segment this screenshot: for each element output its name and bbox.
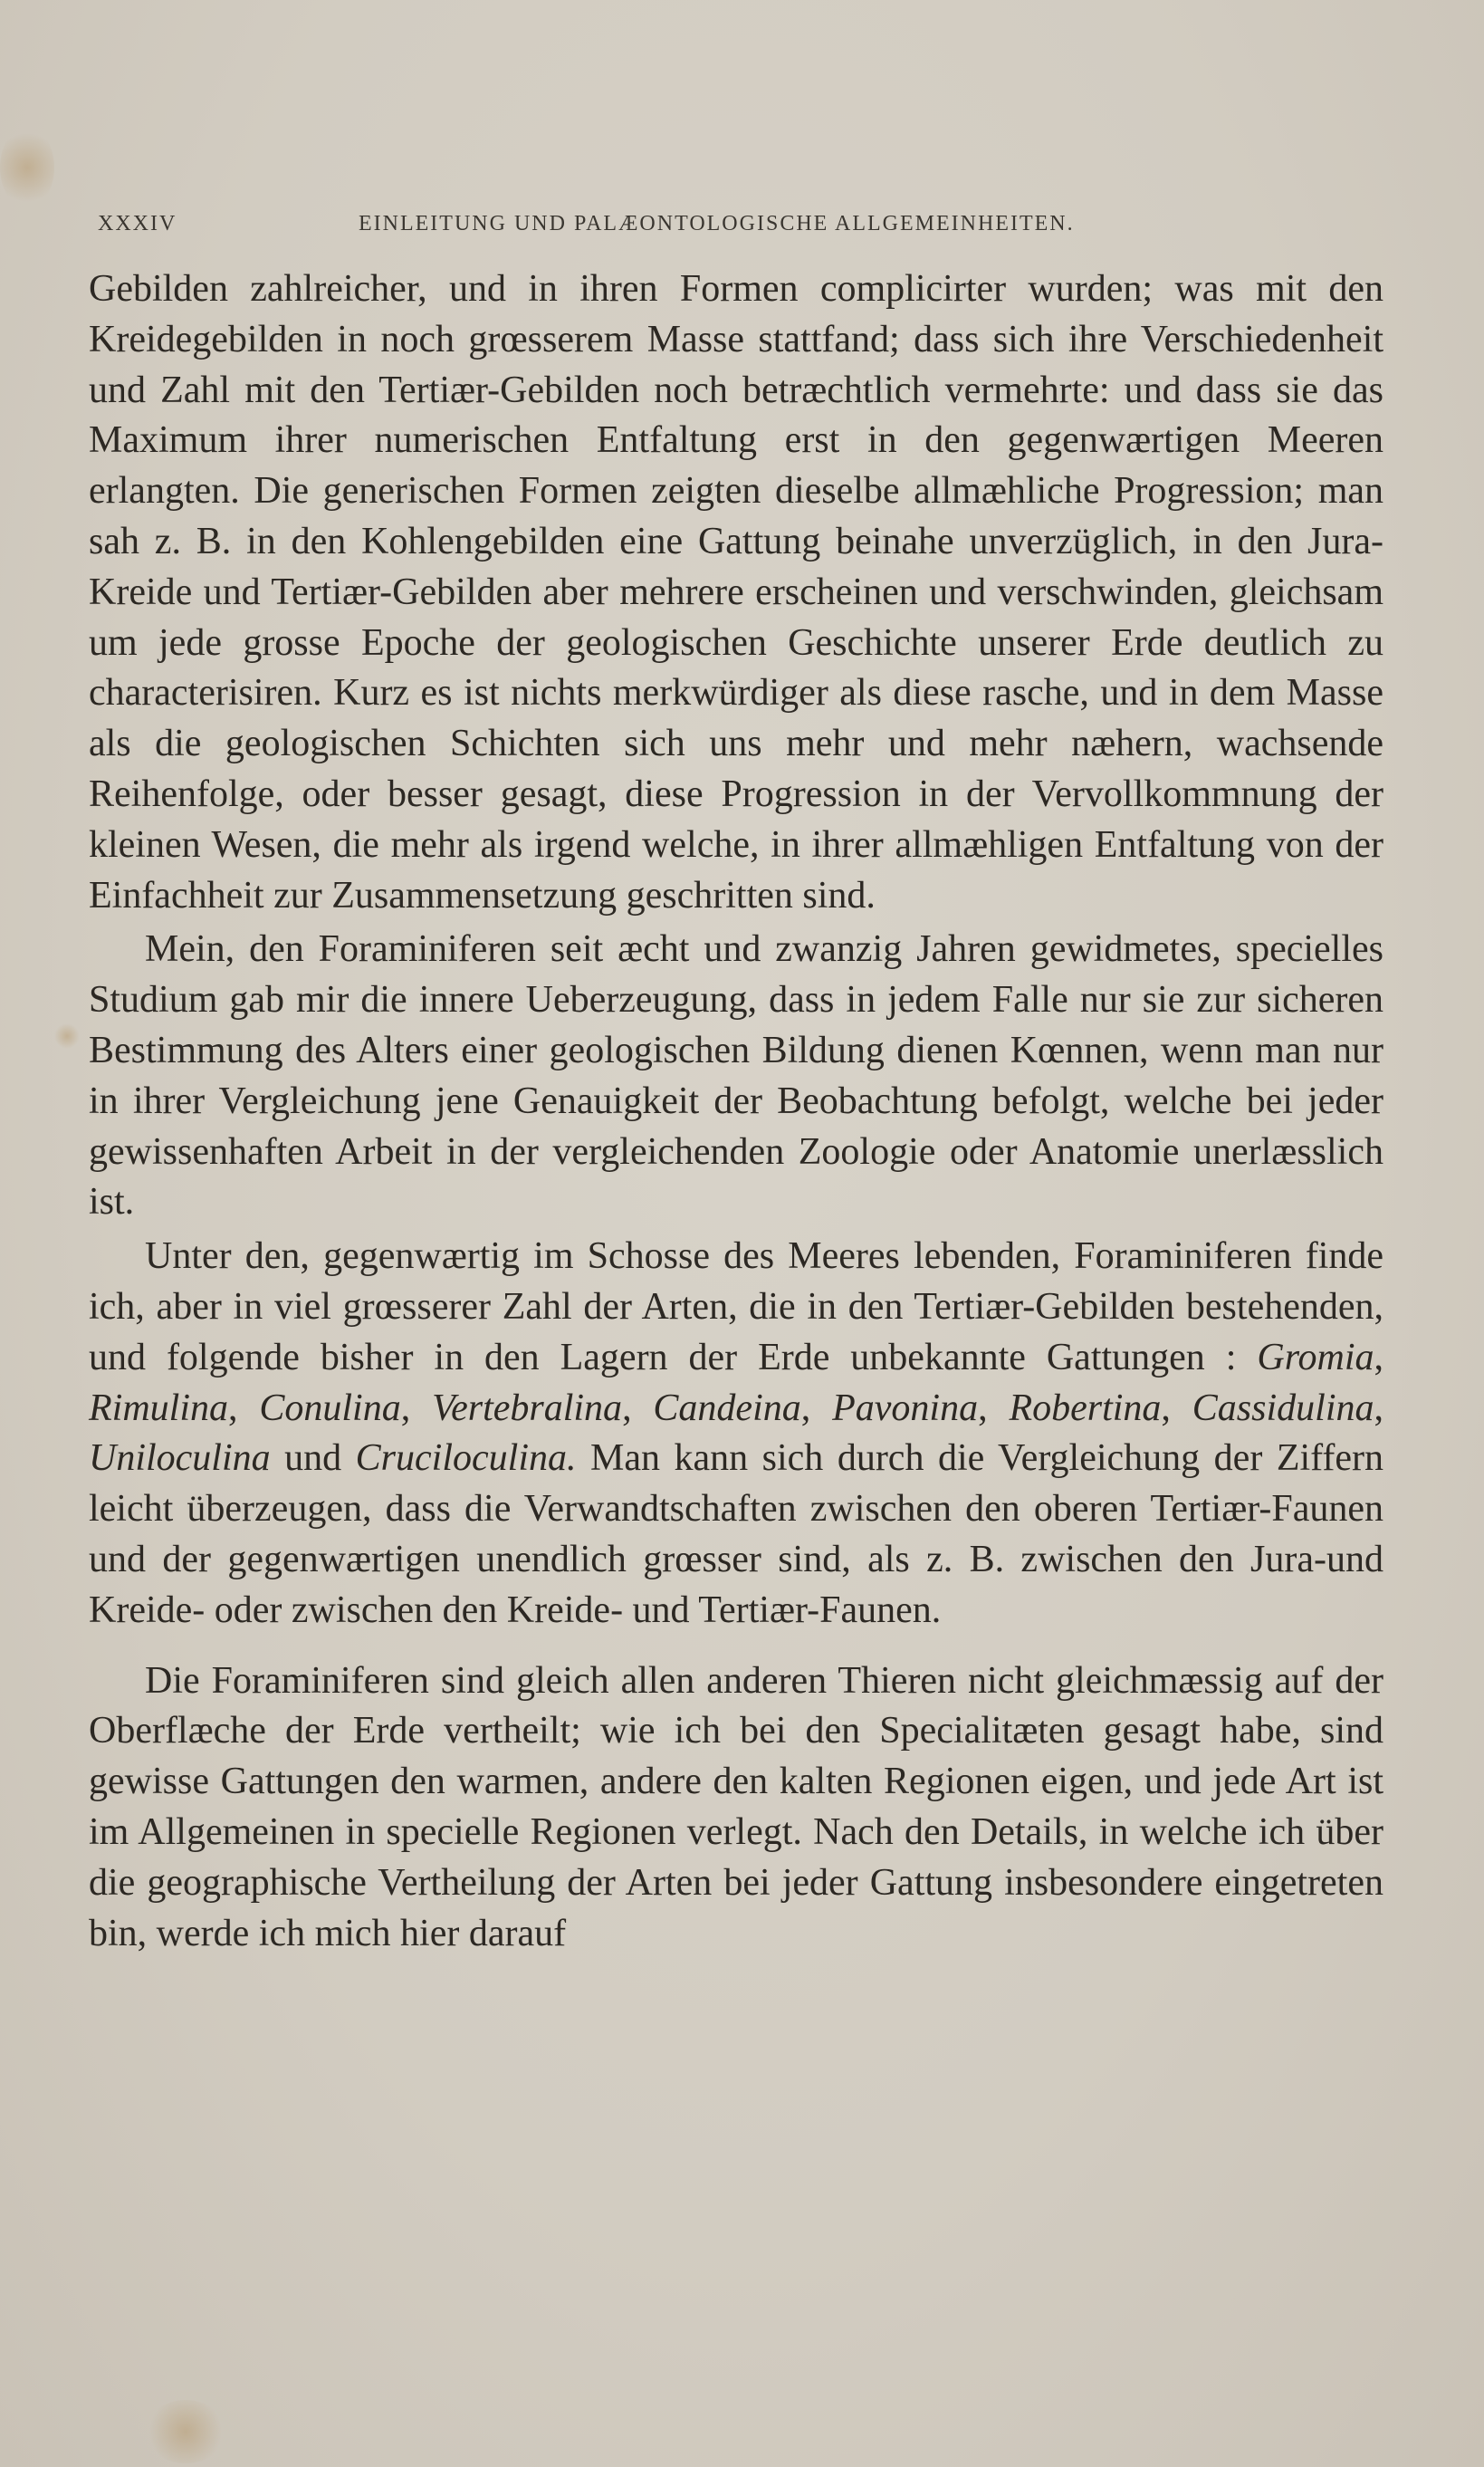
paragraph-2: Mein, den Foraminiferen seit æcht und zwanzig Jahren gewidmetes, specielles Studium gab mir die innere Ueberzeugung, dass in jedem Falle nur sie zur sicheren Bestimmung des Alters einer geologischen Bildung dienen Kœnnen, wenn man nur in ihrer Vergleichung jene Genauigkeit der Beobachtung befolgt, welche bei jeder gewissenhaften Arbeit in der vergleichenden Zoologie oder Anatomie unerlæsslich ist.: [89, 928, 1383, 1224]
genus-name: Gromia: [1257, 1336, 1374, 1378]
paper-stain: [145, 2400, 226, 2463]
genus-name: Uniloculina: [89, 1437, 271, 1480]
paragraph-3-conclusion: Man kann sich durch die Vergleichung der Ziffern leicht überzeugen, dass die Verwandtschaften zwischen den oberen Tertiær-Faunen und der gegenwærtigen unendlich grœsser sind, als z. B. zwischen den Jura-und Kreide- oder zwischen den Kreide- und Tertiær-Faunen.: [89, 1437, 1383, 1631]
genus-name: Candeina: [653, 1387, 801, 1429]
genus-name: Robertina: [1009, 1387, 1162, 1429]
paragraph-3: Unter den, gegenwærtig im Schosse des Meeres lebenden, Foraminiferen finde ich, aber in viel grœsserer Zahl der Arten, die in den Tertiær-Gebilden bestehenden, und folgende bisher in den Lagern der Erde unbekannte Gattungen : Gromia, Rimulina, Conulina, Vertebralina, Candeina, Pavonina, Robertina, Cassidulina, Uniloculina und Cruciloculina. Man kann sich durch die Vergleichung der Ziffern leicht überzeugen, dass die Verwandtschaften zwischen den oberen Tertiær-Faunen und der gegenwærtigen unendlich grœsser sind, als z. B. zwischen den Jura-und Kreide- oder zwischen den Kreide- und Tertiær-Faunen.: [89, 1235, 1383, 1631]
genus-name: Pavonina: [832, 1387, 979, 1429]
page-number: XXXIV: [98, 212, 177, 235]
conjunction: und: [270, 1437, 356, 1480]
paper-stain: [0, 127, 54, 208]
paragraph-4: Die Foraminiferen sind gleich allen anderen Thieren nicht gleichmæssig auf der Oberflæche der Erde vertheilt; wie ich bei den Specialitæten gesagt habe, sind gewisse Gattungen den warmen, andere den kalten Regionen eigen, und jede Art ist im Allgemeinen in specielle Regionen verlegt. Nach den Details, in welche ich über die geographische Vertheilung der Arten bei jeder Gattung insbesondere eingetreten bin, werde ich mich hier darauf: [89, 1659, 1383, 1954]
paragraph-3-intro: Unter den, gegenwærtig im Schosse des Meeres lebenden, Foraminiferen finde ich, aber in viel grœsserer Zahl der Arten, die in den Tertiær-Gebilden bestehenden, und folgende bisher in den Lagern der Erde unbekannte Gattungen :: [89, 1235, 1383, 1378]
genus-name: Rimulina: [89, 1387, 228, 1429]
page-header: [98, 212, 1139, 248]
genus-name: Conulina: [259, 1387, 401, 1429]
genus-name: Cassidulina: [1192, 1387, 1374, 1429]
body-text: [89, 264, 1383, 1959]
genus-name: Cruciloculina.: [355, 1437, 577, 1480]
paragraph-1: Gebilden zahlreicher, und in ihren Formen complicirter wurden; was mit den Kreidegebilden in noch grœsserem Masse stattfand; dass sich ihre Verschiedenheit und Zahl mit den Tertiær-Gebilden noch betræchtlich vermehrte: und dass sie das Maximum ihrer numerischen Entfaltung erst in den gegenwærtigen Meeren erlangten. Die generischen Formen zeigten dieselbe allmæhliche Progression; man sah z. B. in den Kohlengebilden eine Gattung beinahe unverzüglich, in den Jura-Kreide und Tertiær-Gebilden aber mehrere erscheinen und verschwinden, gleichsam um jede grosse Epoche der geologischen Geschichte unserer Erde deutlich zu characterisiren. Kurz es ist nichts merkwürdiger als diese rasche, und in dem Masse als die geologischen Schichten sich uns mehr und mehr næhern, wachsende Reihenfolge, oder besser gesagt, diese Progression in der Vervollkommnung der kleinen Wesen, die mehr als irgend welche, in ihrer allmæhligen Entfaltung von der Einfachheit zur Zusammensetzung geschritten sind.: [89, 268, 1383, 917]
running-title: EINLEITUNG UND PALÆONTOLOGISCHE ALLGEMEINHEITEN.: [359, 212, 1075, 235]
genus-name: Vertebralina: [432, 1387, 623, 1429]
paper-stain: [54, 1023, 80, 1049]
